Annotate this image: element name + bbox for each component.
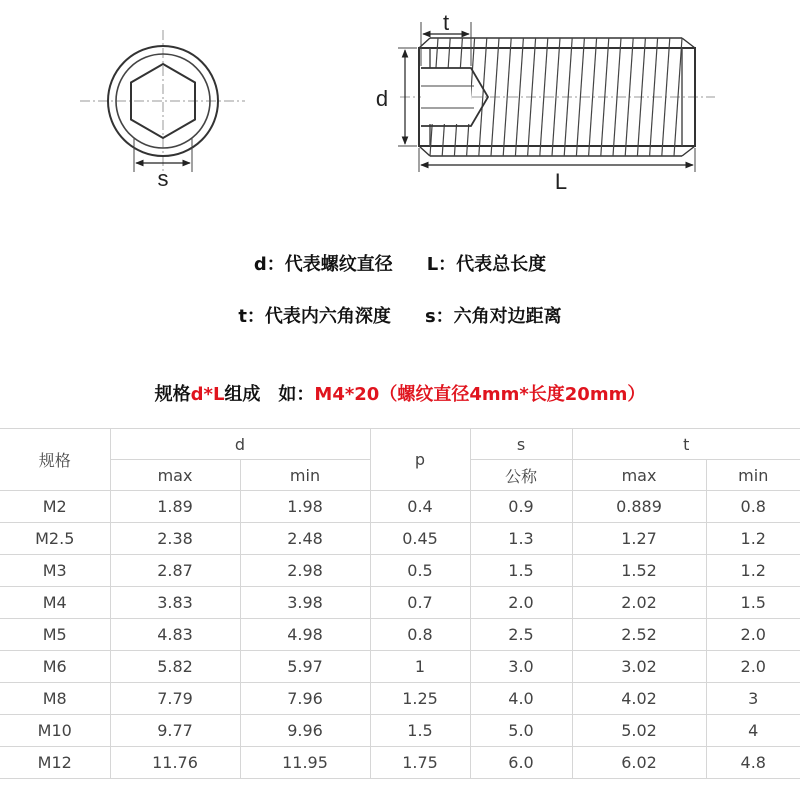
cell-t-min: 4.8 <box>706 747 800 779</box>
cell-s-nominal: 0.9 <box>470 491 572 523</box>
cell-s-nominal: 4.0 <box>470 683 572 715</box>
cell-p: 1 <box>370 651 470 683</box>
example-middle: 组成 如： <box>224 384 315 405</box>
cell-t-max: 6.02 <box>572 747 706 779</box>
cell-spec: M2.5 <box>0 523 110 555</box>
cell-d-max: 1.89 <box>110 491 240 523</box>
header-t-max: max <box>572 460 706 491</box>
cell-t-max: 0.889 <box>572 491 706 523</box>
example-dl: d*L <box>190 384 225 405</box>
header-d-min: min <box>240 460 370 491</box>
cell-d-max: 2.87 <box>110 555 240 587</box>
cell-d-min: 4.98 <box>240 619 370 651</box>
table-row <box>0 619 800 651</box>
t-label: t <box>442 10 450 35</box>
header-t-min: min <box>706 460 800 491</box>
legend-row-1 <box>0 250 800 276</box>
cell-t-min: 0.8 <box>706 491 800 523</box>
table-row <box>0 747 800 779</box>
header-spec: 规格 <box>0 429 110 491</box>
cell-d-min: 2.98 <box>240 555 370 587</box>
cell-d-min: 9.96 <box>240 715 370 747</box>
table-row <box>0 587 800 619</box>
cell-t-min: 1.5 <box>706 587 800 619</box>
cell-p: 0.4 <box>370 491 470 523</box>
table-row <box>0 523 800 555</box>
cell-spec: M3 <box>0 555 110 587</box>
cell-s-nominal: 2.5 <box>470 619 572 651</box>
spec-table <box>0 428 800 779</box>
cell-spec: M10 <box>0 715 110 747</box>
cell-s-nominal: 6.0 <box>470 747 572 779</box>
cell-t-max: 3.02 <box>572 651 706 683</box>
cell-d-min: 3.98 <box>240 587 370 619</box>
cell-spec: M8 <box>0 683 110 715</box>
cell-spec: M2 <box>0 491 110 523</box>
cell-p: 1.75 <box>370 747 470 779</box>
example-value: M4*20（螺纹直径4mm*长度20mm） <box>314 384 646 405</box>
cell-t-max: 2.02 <box>572 587 706 619</box>
cell-s-nominal: 1.5 <box>470 555 572 587</box>
cell-spec: M6 <box>0 651 110 683</box>
cell-d-max: 3.83 <box>110 587 240 619</box>
example-prefix: 规格 <box>154 384 191 405</box>
d-label: d <box>375 86 389 111</box>
L-label: L <box>554 169 568 194</box>
cell-s-nominal: 1.3 <box>470 523 572 555</box>
cell-spec: M4 <box>0 587 110 619</box>
header-s-nominal: 公称 <box>470 460 572 491</box>
table-row <box>0 491 800 523</box>
side-view <box>376 10 715 194</box>
cell-p: 1.5 <box>370 715 470 747</box>
cell-d-max: 4.83 <box>110 619 240 651</box>
cell-t-max: 1.27 <box>572 523 706 555</box>
cell-d-min: 1.98 <box>240 491 370 523</box>
cell-t-min: 3 <box>706 683 800 715</box>
header-s: s <box>470 429 572 460</box>
cell-spec: M12 <box>0 747 110 779</box>
legend-L: L：代表总长度 <box>426 254 547 275</box>
table-row <box>0 555 800 587</box>
header-t: t <box>572 429 800 460</box>
cell-d-min: 2.48 <box>240 523 370 555</box>
cell-t-min: 1.2 <box>706 555 800 587</box>
table-row <box>0 715 800 747</box>
cell-p: 0.5 <box>370 555 470 587</box>
end-view <box>80 30 245 191</box>
cell-t-min: 1.2 <box>706 523 800 555</box>
screw-diagram <box>0 0 800 215</box>
cell-t-max: 4.02 <box>572 683 706 715</box>
cell-p: 0.8 <box>370 619 470 651</box>
s-label: s <box>157 166 169 191</box>
cell-d-min: 11.95 <box>240 747 370 779</box>
cell-d-max: 7.79 <box>110 683 240 715</box>
cell-spec: M5 <box>0 619 110 651</box>
cell-s-nominal: 5.0 <box>470 715 572 747</box>
header-d-max: max <box>110 460 240 491</box>
cell-p: 0.45 <box>370 523 470 555</box>
cell-d-max: 11.76 <box>110 747 240 779</box>
cell-p: 0.7 <box>370 587 470 619</box>
header-p: p <box>370 429 470 491</box>
cell-d-max: 9.77 <box>110 715 240 747</box>
cell-p: 1.25 <box>370 683 470 715</box>
spec-example <box>0 380 800 406</box>
spec-table-body <box>0 491 800 779</box>
cell-d-max: 2.38 <box>110 523 240 555</box>
legend-s: s：六角对边距离 <box>424 306 562 327</box>
cell-t-max: 1.52 <box>572 555 706 587</box>
legend-t: t：代表内六角深度 <box>238 306 391 327</box>
cell-d-min: 7.96 <box>240 683 370 715</box>
cell-t-max: 5.02 <box>572 715 706 747</box>
table-row <box>0 651 800 683</box>
cell-t-min: 2.0 <box>706 619 800 651</box>
cell-s-nominal: 2.0 <box>470 587 572 619</box>
cell-d-max: 5.82 <box>110 651 240 683</box>
cell-t-min: 4 <box>706 715 800 747</box>
header-d: d <box>110 429 370 460</box>
cell-t-min: 2.0 <box>706 651 800 683</box>
legend-row-2 <box>0 302 800 328</box>
table-row <box>0 683 800 715</box>
cell-s-nominal: 3.0 <box>470 651 572 683</box>
cell-d-min: 5.97 <box>240 651 370 683</box>
cell-t-max: 2.52 <box>572 619 706 651</box>
legend-d: d：代表螺纹直径 <box>253 254 393 275</box>
